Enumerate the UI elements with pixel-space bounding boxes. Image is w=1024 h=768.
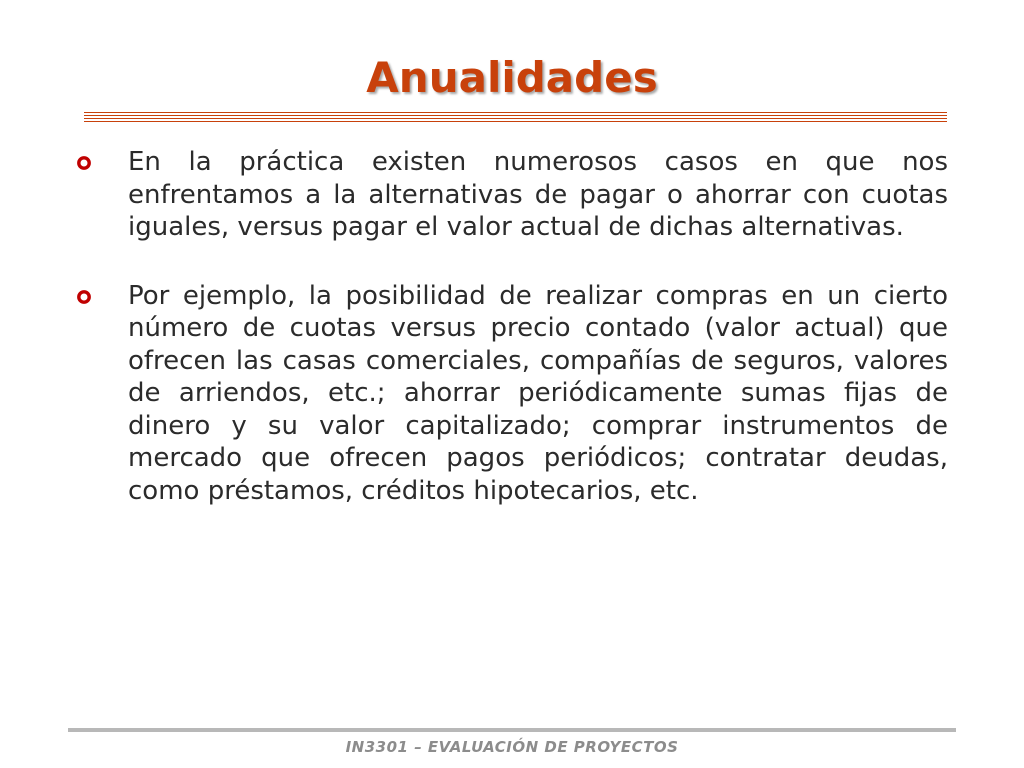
footer-divider (68, 728, 956, 732)
footer-course-label: IN3301 – EVALUACIÓN DE PROYECTOS (345, 738, 679, 756)
bullet-text: Por ejemplo, la posibilidad de realizar compras en un cierto número de cuotas versus precio contado (valor actual) que ofrecen las casas comerciales, compañías de seguros, valores de arriendos, etc.; ahorrar periódicamente sumas fijas de dinero y su valor capitalizado; comprar instrumentos de mercado que ofrecen pagos periódicos; contratar deudas, como préstamos, créditos hipotecarios, etc. (128, 280, 948, 506)
bullet-item (76, 146, 948, 244)
slide-title: Anualidades (366, 53, 658, 102)
bullet-ring-icon (76, 289, 92, 305)
bullet-list (76, 146, 948, 543)
bullet-item (76, 280, 948, 508)
bullet-text: En la práctica existen numerosos casos en que nos enfrentamos a la alternativas de pagar o ahorrar con cuotas iguales, versus pagar el valor actual de dichas alternativas. (128, 147, 948, 242)
title-underline (84, 112, 947, 122)
bullet-ring-icon (76, 155, 92, 171)
